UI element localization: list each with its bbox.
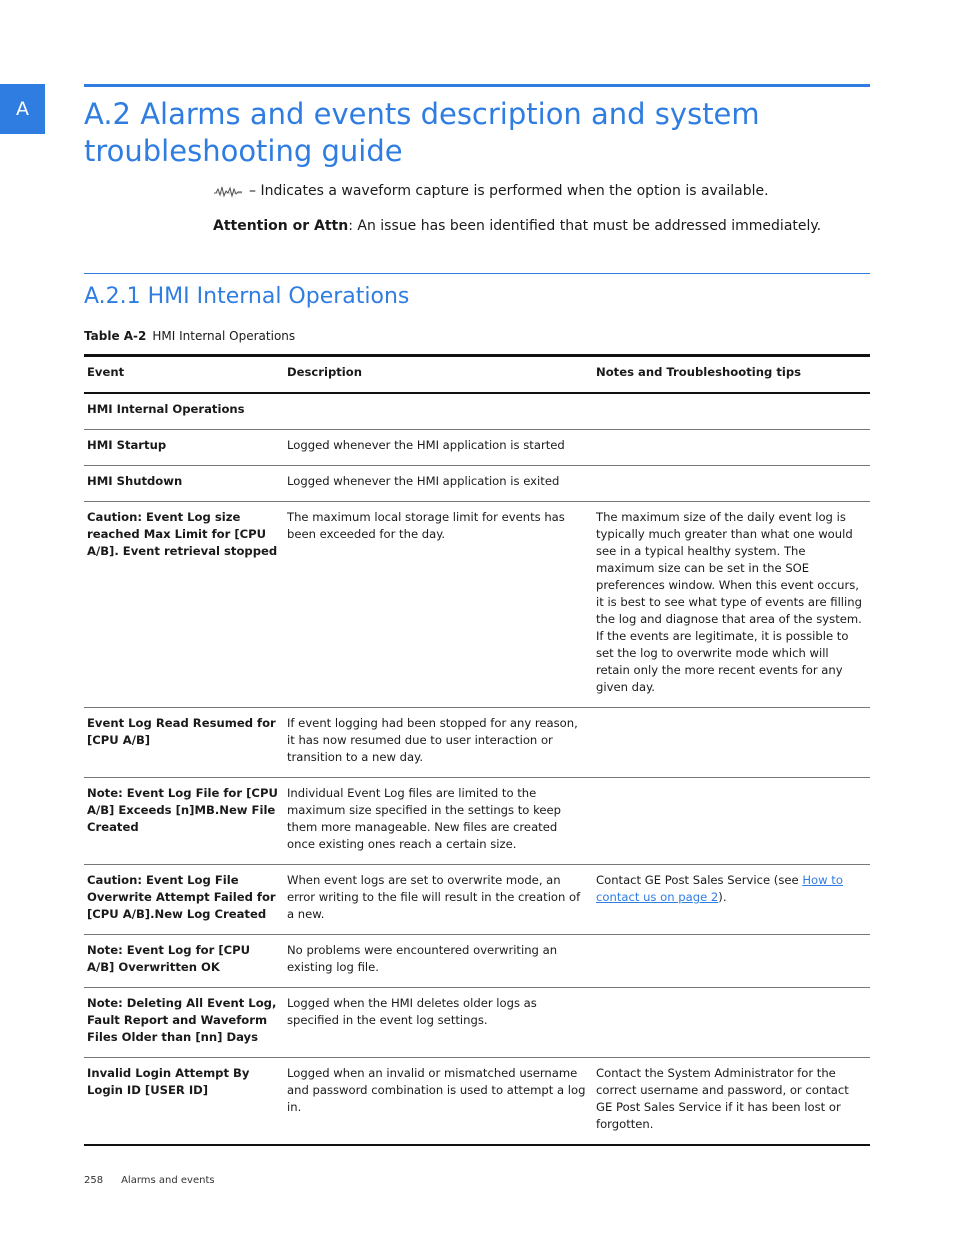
- footer-section: Alarms and events: [121, 1175, 215, 1186]
- header-event: Event: [87, 365, 125, 379]
- header-notes: Notes and Troubleshooting tips: [596, 365, 802, 379]
- event-cell: Note: Deleting All Event Log, Fault Report and Waveform Files Older than [nn] Days: [87, 996, 277, 1044]
- waveform-icon: [213, 183, 243, 199]
- description-cell: [284, 393, 593, 430]
- description-cell: If event logging had been stopped for any reason, it has now resumed due to user interaction or transition to a new day.: [287, 716, 578, 764]
- hmi-events-table: [84, 354, 870, 1146]
- waveform-legend: [213, 182, 769, 200]
- event-cell: HMI Internal Operations: [87, 402, 245, 416]
- attention-text: : An issue has been identified that must be addressed immediately.: [348, 218, 822, 234]
- table-caption: [84, 328, 295, 344]
- table-row: [84, 988, 870, 1058]
- page-footer: [84, 1175, 215, 1187]
- section-rule: [84, 273, 870, 274]
- notes-cell: [593, 393, 870, 430]
- title-rule: [84, 84, 870, 87]
- event-cell: Caution: Event Log size reached Max Limit for [CPU A/B]. Event retrieval stopped: [87, 510, 278, 558]
- table-row: [84, 865, 870, 935]
- table-header-row: [84, 356, 870, 394]
- description-cell: Individual Event Log files are limited to the maximum size specified in the settings to keep them more manageable. New files are created once existing ones reach a certain size.: [287, 786, 562, 851]
- header-description: Description: [287, 365, 362, 379]
- notes-cell: [593, 865, 870, 935]
- waveform-legend-text: – Indicates a waveform capture is performed when the option is available.: [249, 183, 769, 199]
- event-cell: Invalid Login Attempt By Login ID [USER ID]: [87, 1066, 250, 1097]
- description-cell: Logged whenever the HMI application is started: [287, 438, 565, 452]
- notes-cell: [593, 935, 870, 988]
- event-cell: Note: Event Log for [CPU A/B] Overwritten OK: [87, 943, 251, 974]
- table-row: [84, 466, 870, 502]
- table-caption-text: HMI Internal Operations: [152, 329, 296, 343]
- page-number: 258: [84, 1175, 104, 1186]
- event-cell: Note: Event Log File for [CPU A/B] Exceeds [n]MB.New File Created: [87, 786, 278, 834]
- notes-cell: [593, 430, 870, 466]
- event-cell: Event Log Read Resumed for [CPU A/B]: [87, 716, 276, 747]
- event-cell: Caution: Event Log File Overwrite Attempt Failed for [CPU A/B].New Log Created: [87, 873, 276, 921]
- description-cell: Logged whenever the HMI application is exited: [287, 474, 560, 488]
- event-cell: HMI Startup: [87, 438, 167, 452]
- table-row: [84, 393, 870, 430]
- description-cell: No problems were encountered overwriting an existing log file.: [287, 943, 558, 974]
- description-cell: When event logs are set to overwrite mode, an error writing to the file will result in the creation of a new.: [287, 873, 581, 921]
- table-row: [84, 708, 870, 778]
- page-title: A.2 Alarms and events description and system troubleshooting guide: [84, 97, 760, 168]
- notes-cell: [593, 988, 870, 1058]
- table-row: [84, 430, 870, 466]
- notes-cell: [593, 466, 870, 502]
- attention-legend: [213, 217, 821, 235]
- table-caption-label: Table A-2: [84, 329, 147, 343]
- notes-cell: Contact the System Administrator for the correct username and password, or contact GE Post Sales Service if it has been lost or forgotten.: [596, 1066, 849, 1131]
- table-row: [84, 1058, 870, 1146]
- notes-prefix: Contact GE Post Sales Service (see: [596, 873, 803, 887]
- contact-us-link[interactable]: How to contact us on page 2: [596, 873, 843, 904]
- attention-label: Attention or Attn: [213, 218, 349, 234]
- notes-cell: [593, 778, 870, 865]
- description-cell: Logged when the HMI deletes older logs as specified in the event log settings.: [287, 996, 537, 1027]
- notes-suffix: ).: [718, 890, 727, 904]
- description-cell: The maximum local storage limit for events has been exceeded for the day.: [287, 510, 565, 541]
- notes-cell: The maximum size of the daily event log is typically much greater than what one would see in a typical healthy system. The maximum size can be set in the SOE preferences window. When this event occurs, it is best to see what type of events are filling the log and diagnose that area of the system. If the events are legitimate, it is possible to set the log to overwrite mode which will retain only the more recent events for any given day.: [596, 510, 862, 694]
- description-cell: Logged when an invalid or mismatched username and password combination is used to attempt a log in.: [287, 1066, 586, 1114]
- table-row: [84, 778, 870, 865]
- table-row: [84, 502, 870, 708]
- notes-cell: [593, 708, 870, 778]
- section-title: A.2.1 HMI Internal Operations: [84, 284, 410, 309]
- chapter-tab: A: [0, 84, 45, 134]
- table-row: [84, 935, 870, 988]
- event-cell: HMI Shutdown: [87, 474, 183, 488]
